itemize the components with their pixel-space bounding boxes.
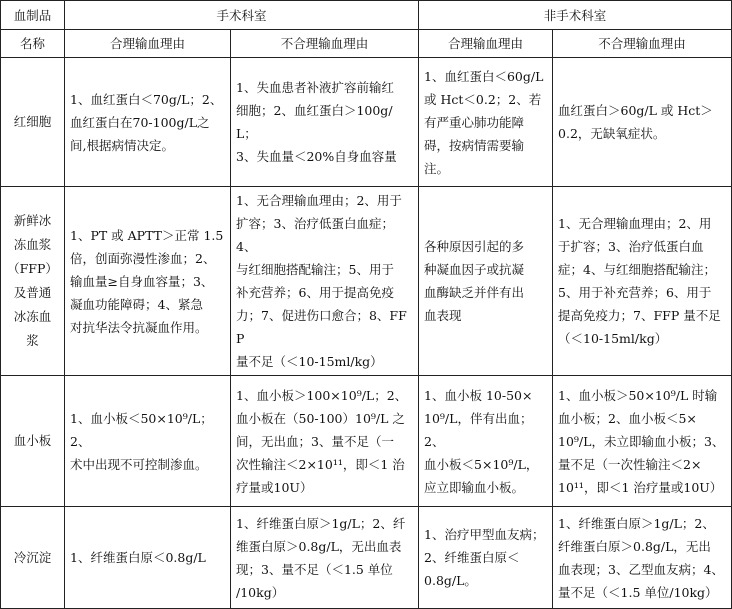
- table-row-platelets: [1, 376, 732, 507]
- table-row-ffp: [1, 187, 732, 376]
- header-nonsurgical-reasonable: 合理输血理由: [419, 30, 553, 58]
- nonsurgical-reasonable-cell: 1、治疗甲型血友病； 2、纤维蛋白原＜ 0.8g/L。: [419, 507, 553, 609]
- header-surgical-department: 手术科室: [65, 1, 419, 30]
- table-row-cryoprecipitate: [1, 507, 732, 609]
- product-name: 红细胞: [1, 58, 65, 187]
- header-blood-product-line1: 血制品: [1, 1, 65, 30]
- surgical-reasonable-cell: 1、血小板＜50×10⁹/L；2、 术中出现不可控制渗血。: [65, 376, 231, 507]
- nonsurgical-unreasonable-cell: 1、无合理输血理由；2、用 于扩容；3、治疗低蛋白血 症；4、与红细胞搭配输注； 5、用于补充营养；6、用于 提高免疫力；7、FFP 量不足 （＜10-15ml/kg）: [553, 187, 732, 376]
- header-row-1: [1, 1, 732, 30]
- nonsurgical-unreasonable-cell: 血红蛋白＞60g/L 或 Hct＞ 0.2，无缺氧症状。: [553, 58, 732, 187]
- product-name: 血小板: [1, 376, 65, 507]
- surgical-unreasonable-cell: 1、失血患者补液扩容前输红 细胞；2、血红蛋白＞100g/L； 3、失血量＜20%自身血容量: [231, 58, 419, 187]
- product-name: 新鲜冰 冻血浆 （FFP） 及普通 冰冻血 浆: [1, 187, 65, 376]
- surgical-unreasonable-cell: 1、纤维蛋白原＞1g/L；2、纤 维蛋白原＞0.8g/L，无出血表 现；3、量不足（＜1.5 单位 /10kg）: [231, 507, 419, 609]
- header-surgical-reasonable: 合理输血理由: [65, 30, 231, 58]
- header-blood-product-line2: 名称: [1, 30, 65, 58]
- surgical-reasonable-cell: 1、血红蛋白＜70g/L；2、 血红蛋白在70-100g/L之 间,根据病情决定。: [65, 58, 231, 187]
- surgical-unreasonable-cell: 1、血小板＞100×10⁹/L；2、 血小板在（50-100）10⁹/L 之 间，无出血；3、量不足（一 次性输注＜2×10¹¹，即＜1 治 疗量或10U）: [231, 376, 419, 507]
- nonsurgical-reasonable-cell: 1、血红蛋白＜60g/L 或 Hct＜0.2；2、若 有严重心肺功能障 碍，按病情需要输 注。: [419, 58, 553, 187]
- header-surgical-unreasonable: 不合理输血理由: [231, 30, 419, 58]
- surgical-reasonable-cell: 1、纤维蛋白原＜0.8g/L: [65, 507, 231, 609]
- nonsurgical-unreasonable-cell: 1、纤维蛋白原＞1g/L；2、 纤维蛋白原＞0.8g/L，无出 血表现；3、乙型血友病；4、 量不足（＜1.5 单位/10kg）: [553, 507, 732, 609]
- nonsurgical-unreasonable-cell: 1、血小板＞50×10⁹/L 时输 血小板；2、血小板＜5× 10⁹/L，未立即输血小板；3、 量不足（一次性输注＜2× 10¹¹，即＜1 治疗量或10U）: [553, 376, 732, 507]
- header-row-2: [1, 30, 732, 58]
- header-nonsurgical-unreasonable: 不合理输血理由: [553, 30, 732, 58]
- table-row-red-cells: [1, 58, 732, 187]
- surgical-reasonable-cell: 1、PT 或 APTT＞正常 1.5 倍，创面弥漫性渗血；2、 输血量≥自身血容量；3、 凝血功能障碍；4、紧急 对抗华法令抗凝血作用。: [65, 187, 231, 376]
- header-non-surgical-department: 非手术科室: [419, 1, 732, 30]
- nonsurgical-reasonable-cell: 1、血小板 10-50× 10⁹/L，伴有出血；2、 血小板＜5×10⁹/L， 应立即输血小板。: [419, 376, 553, 507]
- surgical-unreasonable-cell: 1、无合理输血理由；2、用于 扩容；3、治疗低蛋白血症；4、 与红细胞搭配输注；5、用于 补充营养；6、用于提高免疫 力；7、促进伤口愈合；8、FFP 量不足（＜10-15ml/kg）: [231, 187, 419, 376]
- product-name: 冷沉淀: [1, 507, 65, 609]
- nonsurgical-reasonable-cell: 各种原因引起的多 种凝血因子或抗凝 血酶缺乏并伴有出 血表现: [419, 187, 553, 376]
